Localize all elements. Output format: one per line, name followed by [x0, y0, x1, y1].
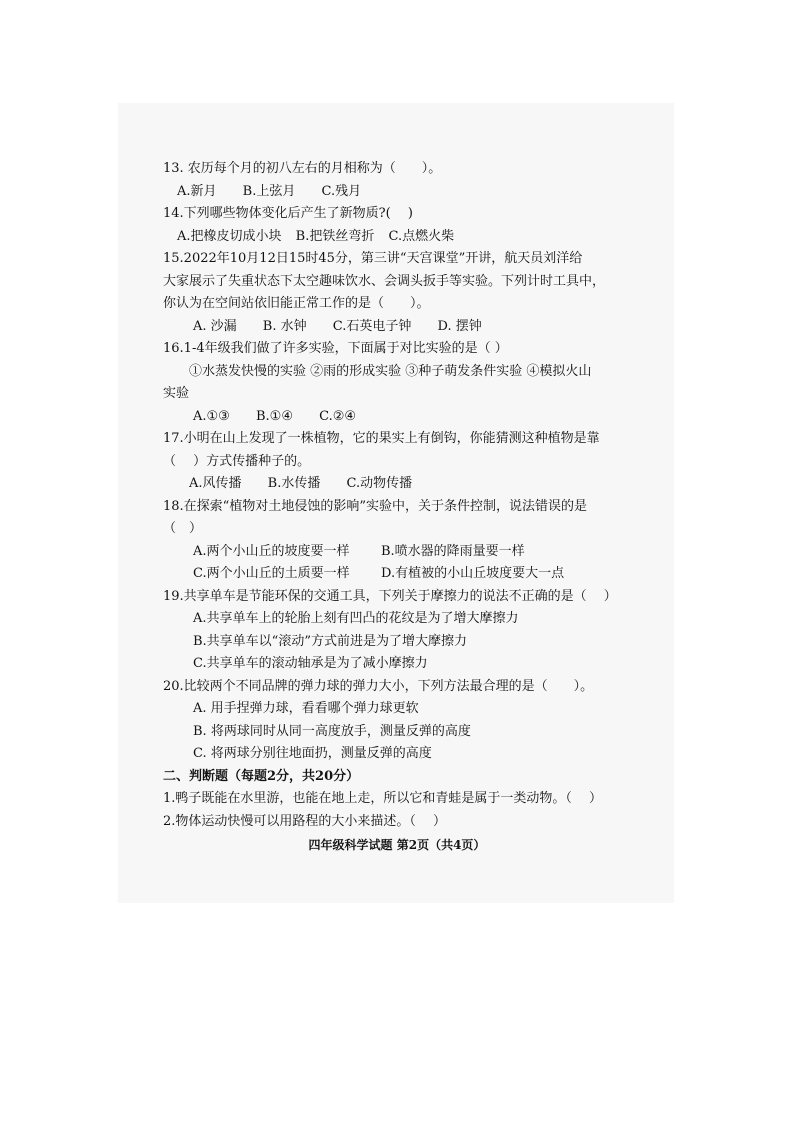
question-16-stem: 16.1-4年级我们做了许多实验，下面属于对比实验的是（ ） — [163, 341, 508, 356]
option: A. 沙漏 — [193, 318, 237, 334]
option: C.动物传播 — [346, 476, 413, 491]
option: C.共享单车的滚动轴承是为了减小摩擦力 — [193, 656, 428, 671]
question-20-stem: 20.比较两个不同品牌的弹力球的弹力大小，下列方法最合理的是（ ）。 — [163, 678, 594, 694]
option: B. 水钟 — [262, 318, 307, 334]
question-18-options-row — [163, 541, 623, 564]
option: A. 用手捏弹力球，看看哪个弹力球更软 — [193, 701, 419, 716]
exam-content — [163, 158, 623, 833]
question-17-stem-line: 17.小明在山上发现了一株植物，它的果实上有倒钩，你能猜测这种植物是靠 — [163, 431, 600, 446]
option: B.喷水器的降雨量要一样 — [381, 543, 525, 559]
option: B.水传播 — [267, 476, 321, 491]
option: C.两个小山丘的土质要一样 — [193, 566, 350, 581]
option: A.把橡皮切成小块 — [177, 228, 282, 244]
question-18-stem-line: 18.在探索“植物对土地侵蚀的影响”实验中，关于条件控制，说法错误的是 — [163, 498, 587, 514]
judgment-item: 2.物体运动快慢可以用路程的大小来描述。（ ） — [163, 813, 447, 829]
option: D. 摆钟 — [437, 318, 482, 334]
option: B.上弦月 — [242, 183, 296, 199]
question-18-options-row — [163, 563, 623, 586]
option: B.①④ — [255, 408, 293, 424]
question-16-sub-line: 实验 — [163, 386, 190, 401]
option: B.共享单车以“滚动”方式前进是为了增大摩擦力 — [193, 633, 467, 649]
page-footer: 四年级科学试题 第2页（共4页） — [308, 838, 486, 852]
question-13-options — [163, 181, 623, 204]
option: A.共享单车上的轮胎上刻有凹凸的花纹是为了增大摩擦力 — [193, 611, 519, 626]
question-17-stem-line: （ ）方式传播种子的。 — [163, 453, 311, 469]
option: C.石英电子钟 — [332, 318, 412, 334]
option: C.②④ — [319, 408, 357, 424]
option: B. 将两球同时从同一高度放手，测量反弹的高度 — [193, 723, 471, 739]
question-15-stem-line: 大家展示了失重状态下太空趣味饮水、会调头扳手等实验。下列计时工具中， — [163, 273, 606, 289]
question-15-stem-line: 15.2022年10月12日15时45分，第三讲“天宫课堂”开讲，航天员刘洋给 — [163, 251, 583, 266]
question-13-stem: 13. 农历每个月的初八左右的月相称为（ ）。 — [163, 161, 442, 176]
option: B.把铁丝弯折 — [295, 228, 375, 244]
option: D.有植被的小山丘坡度要大一点 — [381, 566, 565, 581]
question-17-options — [163, 473, 623, 496]
question-19-stem: 19.共享单车是节能环保的交通工具，下列关于摩擦力的说法不正确的是（ ） — [163, 588, 617, 604]
question-14-options — [163, 226, 623, 249]
option: C. 将两球分别往地面扔，测量反弹的高度 — [193, 746, 432, 761]
question-16-sub-line: ①水蒸发快慢的实验 ②雨的形成实验 ③种子萌发条件实验 ④模拟火山 — [189, 363, 592, 379]
option: A.①③ — [193, 408, 230, 424]
section-2-title: 二、判断题（每题2分，共20分） — [163, 768, 360, 784]
option: A.两个小山丘的坡度要一样 — [193, 543, 350, 559]
question-14-stem: 14.下列哪些物体变化后产生了新物质?( ) — [163, 206, 413, 221]
question-16-options — [163, 406, 623, 429]
question-15-stem-line: 你认为在空间站依旧能正常工作的是（ ）。 — [163, 296, 430, 311]
option: C.残月 — [321, 183, 362, 199]
question-15-options — [163, 316, 623, 339]
question-18-stem-line: （ ） — [163, 521, 203, 536]
option: A.风传播 — [189, 476, 242, 491]
judgment-item: 1.鸭子既能在水里游，也能在地上走，所以它和青蛙是属于一类动物。（ ） — [163, 791, 603, 806]
option: C.点燃火柴 — [388, 228, 455, 244]
option: A.新月 — [177, 183, 217, 199]
